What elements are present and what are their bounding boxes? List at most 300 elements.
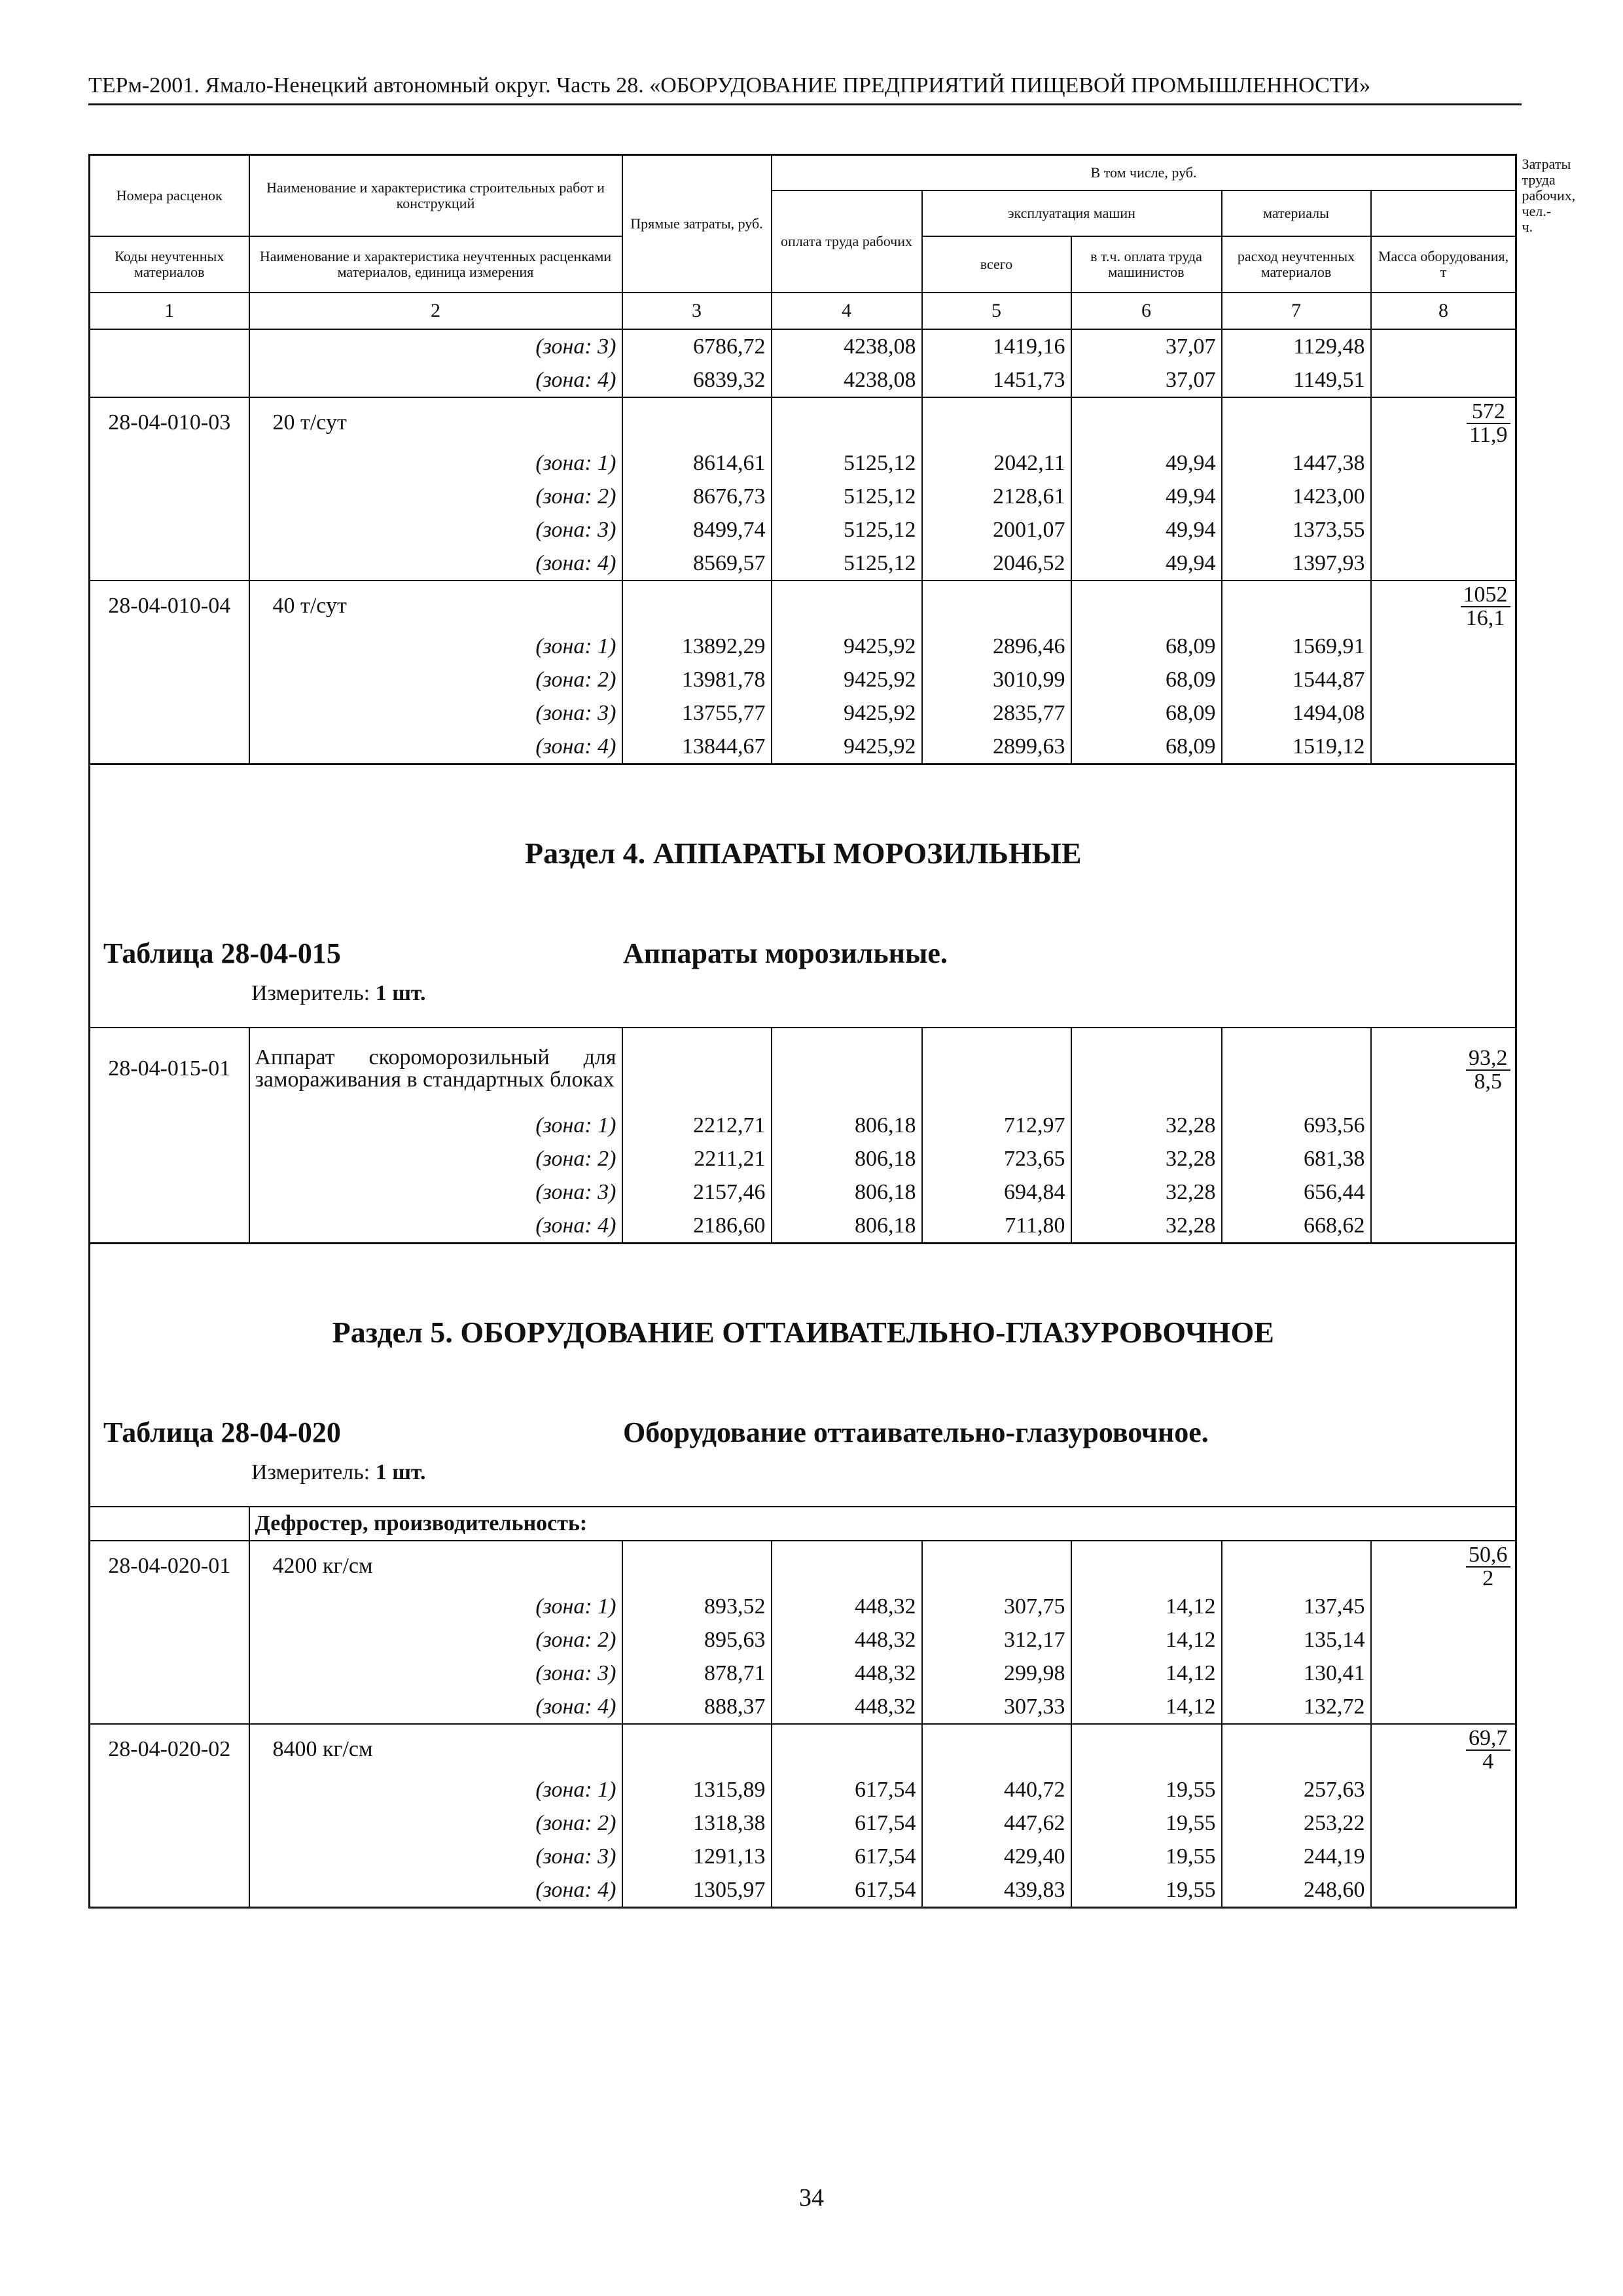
- direct-costs-value: 888,37: [622, 1690, 772, 1724]
- empty-cell: [90, 1507, 249, 1541]
- fraction: [1467, 401, 1510, 446]
- direct-costs-value: 13981,78: [622, 663, 772, 696]
- column-number: 4: [772, 293, 922, 329]
- zone-row: [90, 547, 1516, 581]
- labor-hours-cell: [1371, 1590, 1516, 1623]
- header-rate-number: Номера расценок: [90, 155, 249, 237]
- zone-label: (зона: 4): [249, 1209, 622, 1244]
- zone-row: [90, 730, 1516, 764]
- rate-code-cell: [90, 329, 249, 363]
- empty-cell: [1071, 1541, 1222, 1590]
- labor-hours-cell: [1371, 1175, 1516, 1209]
- item-name: 8400 кг/см: [249, 1724, 622, 1773]
- rate-code-cell: [90, 1773, 249, 1806]
- rate-code: 28-04-020-01: [90, 1541, 249, 1590]
- rate-code: 28-04-010-03: [90, 397, 249, 446]
- rate-code-cell: [90, 730, 249, 764]
- zone-label: (зона: 3): [249, 1175, 622, 1209]
- direct-costs-value: 1318,38: [622, 1806, 772, 1840]
- materials-value: 1373,55: [1222, 513, 1371, 547]
- zone-row: [90, 1109, 1516, 1142]
- empty-cell: [772, 1541, 922, 1590]
- machinists-pay-value: 68,09: [1071, 663, 1222, 696]
- header-machines-total: всего: [922, 236, 1071, 293]
- direct-costs-value: 13755,77: [622, 696, 772, 730]
- column-number: 7: [1222, 293, 1371, 329]
- labor-hours-cell: [1371, 446, 1516, 480]
- rate-code-cell: [90, 663, 249, 696]
- labor-pay-value: 9425,92: [772, 696, 922, 730]
- rate-code-cell: [90, 1142, 249, 1175]
- equipment-mass-value: 8,5: [1474, 1069, 1503, 1094]
- zone-label: (зона: 2): [249, 663, 622, 696]
- zone-row: [90, 630, 1516, 663]
- rate-code-cell: [90, 1690, 249, 1724]
- direct-costs-value: 8569,57: [622, 547, 772, 581]
- rate-code: 28-04-020-02: [90, 1724, 249, 1773]
- labor-pay-value: 4238,08: [772, 329, 922, 363]
- labor-pay-value: 617,54: [772, 1773, 922, 1806]
- price-table: [88, 154, 1576, 1909]
- direct-costs-value: 2211,21: [622, 1142, 772, 1175]
- rate-code-cell: [90, 1657, 249, 1690]
- labor-pay-value: 4238,08: [772, 363, 922, 397]
- section-title: Раздел 4. АППАРАТЫ МОРОЗИЛЬНЫЕ: [525, 836, 1082, 870]
- empty-cell: [622, 397, 772, 446]
- direct-costs-value: 13892,29: [622, 630, 772, 663]
- zone-label: (зона: 1): [249, 630, 622, 663]
- machines-total-value: 312,17: [922, 1623, 1071, 1657]
- item-row: [90, 581, 1516, 630]
- labor-mass-fraction: [1371, 581, 1516, 630]
- rate-code-cell: [90, 363, 249, 397]
- zone-row: [90, 513, 1516, 547]
- header-unaccounted-materials: расход неучтенных материалов: [1222, 236, 1371, 293]
- empty-cell: [772, 1724, 922, 1773]
- machines-total-value: 2128,61: [922, 480, 1071, 513]
- empty-cell: [922, 397, 1071, 446]
- machines-total-value: 711,80: [922, 1209, 1071, 1244]
- machines-total-value: 1451,73: [922, 363, 1071, 397]
- zone-row: [90, 1773, 1516, 1806]
- labor-pay-value: 448,32: [772, 1590, 922, 1623]
- machines-total-value: 2046,52: [922, 547, 1071, 581]
- item-name: 40 т/сут: [249, 581, 622, 630]
- machines-total-value: 1419,16: [922, 329, 1071, 363]
- zone-row: [90, 329, 1516, 363]
- materials-value: 137,45: [1222, 1590, 1371, 1623]
- table-title: Оборудование оттаивательно-глазуровочное.: [623, 1416, 1209, 1448]
- labor-hours-cell: [1371, 1657, 1516, 1690]
- labor-mass-fraction: [1371, 1541, 1516, 1590]
- materials-value: 1494,08: [1222, 696, 1371, 730]
- column-number: 8: [1371, 293, 1516, 329]
- zone-row: [90, 363, 1516, 397]
- machines-total-value: 2042,11: [922, 446, 1071, 480]
- rate-code-cell: [90, 696, 249, 730]
- rate-code-cell: [90, 1590, 249, 1623]
- machines-total-value: 447,62: [922, 1806, 1071, 1840]
- empty-cell: [1222, 1541, 1371, 1590]
- zone-label: (зона: 4): [249, 730, 622, 764]
- labor-pay-value: 5125,12: [772, 480, 922, 513]
- labor-hours-cell: [1371, 1773, 1516, 1806]
- zone-label: (зона: 2): [249, 1806, 622, 1840]
- empty-cell: [1222, 1028, 1371, 1109]
- direct-costs-value: 878,71: [622, 1657, 772, 1690]
- materials-value: 693,56: [1222, 1109, 1371, 1142]
- zone-row: [90, 663, 1516, 696]
- rate-code-cell: [90, 1623, 249, 1657]
- empty-cell: [622, 1541, 772, 1590]
- column-number: 5: [922, 293, 1071, 329]
- labor-hours-cell: [1371, 547, 1516, 581]
- machinists-pay-value: 32,28: [1071, 1175, 1222, 1209]
- machines-total-value: 307,75: [922, 1590, 1071, 1623]
- direct-costs-value: 6839,32: [622, 363, 772, 397]
- zone-label: (зона: 3): [249, 1657, 622, 1690]
- labor-pay-value: 9425,92: [772, 730, 922, 764]
- zone-row: [90, 1873, 1516, 1908]
- labor-hours-value: 93,2: [1466, 1047, 1510, 1071]
- labor-hours-cell: [1371, 730, 1516, 764]
- machinists-pay-value: 19,55: [1071, 1840, 1222, 1873]
- direct-costs-value: 1305,97: [622, 1873, 772, 1908]
- empty-cell: [922, 1541, 1071, 1590]
- item-name-text: Аппарат скороморозильный для замораживания в стандартных блоках: [255, 1045, 616, 1092]
- direct-costs-value: 6786,72: [622, 329, 772, 363]
- unit-value: 1 шт.: [375, 1460, 426, 1484]
- machines-total-value: 712,97: [922, 1109, 1071, 1142]
- rate-code-cell: [90, 1109, 249, 1142]
- section-5: [90, 1244, 1516, 1507]
- machinists-pay-value: 14,12: [1071, 1657, 1222, 1690]
- labor-hours-cell: [1371, 696, 1516, 730]
- labor-pay-value: 9425,92: [772, 630, 922, 663]
- labor-hours-cell: [1371, 363, 1516, 397]
- direct-costs-value: 8676,73: [622, 480, 772, 513]
- header-row-1: Номера расценок Наименование и характеристика строительных работ и конструкций Прямые затраты, руб. В том числе, руб. Затраты труда рабочих, чел.-ч.: [90, 155, 1516, 191]
- machines-total-value: 2899,63: [922, 730, 1071, 764]
- labor-pay-value: 617,54: [772, 1873, 922, 1908]
- zone-label: (зона: 2): [249, 480, 622, 513]
- labor-hours-cell: [1371, 329, 1516, 363]
- materials-value: 244,19: [1222, 1840, 1371, 1873]
- equipment-mass-value: 2: [1482, 1566, 1494, 1590]
- labor-mass-fraction: [1371, 397, 1516, 446]
- zone-label: (зона: 3): [249, 1840, 622, 1873]
- machines-total-value: 2896,46: [922, 630, 1071, 663]
- table-title: Аппараты морозильные.: [623, 937, 948, 969]
- column-number: 1: [90, 293, 249, 329]
- machines-total-value: 723,65: [922, 1142, 1071, 1175]
- zone-row: [90, 1209, 1516, 1244]
- labor-hours-value: 69,7: [1466, 1727, 1510, 1751]
- fraction: [1466, 1544, 1510, 1590]
- header-direct-costs: Прямые затраты, руб.: [622, 155, 772, 293]
- item-row: [90, 1028, 1516, 1109]
- labor-hours-value: 50,6: [1466, 1544, 1510, 1568]
- empty-cell: [622, 1724, 772, 1773]
- zone-label: (зона: 1): [249, 1590, 622, 1623]
- column-number: 2: [249, 293, 622, 329]
- section-title: Раздел 5. ОБОРУДОВАНИЕ ОТТАИВАТЕЛЬНО-ГЛАЗУРОВОЧНОЕ: [332, 1316, 1274, 1349]
- header-materials: материалы: [1222, 190, 1371, 236]
- labor-mass-fraction: [1371, 1724, 1516, 1773]
- direct-costs-value: 8499,74: [622, 513, 772, 547]
- rate-code-cell: [90, 1806, 249, 1840]
- labor-pay-value: 9425,92: [772, 663, 922, 696]
- labor-pay-value: 617,54: [772, 1840, 922, 1873]
- rate-code-cell: [90, 480, 249, 513]
- labor-pay-value: 806,18: [772, 1142, 922, 1175]
- machinists-pay-value: 19,55: [1071, 1873, 1222, 1908]
- labor-pay-value: 448,32: [772, 1623, 922, 1657]
- header-material-names: Наименование и характеристика неучтенных расценками материалов, единица измерения: [249, 236, 622, 293]
- unit-value: 1 шт.: [375, 981, 426, 1005]
- equipment-mass-value: 11,9: [1469, 423, 1508, 447]
- item-row: [90, 397, 1516, 446]
- zone-label: (зона: 3): [249, 329, 622, 363]
- materials-value: 1447,38: [1222, 446, 1371, 480]
- section-4: [90, 764, 1516, 1028]
- direct-costs-value: 2186,60: [622, 1209, 772, 1244]
- zone-label: (зона: 2): [249, 1142, 622, 1175]
- direct-costs-value: 2212,71: [622, 1109, 772, 1142]
- page-number: 34: [799, 2184, 824, 2212]
- zone-label: (зона: 4): [249, 1873, 622, 1908]
- materials-value: 248,60: [1222, 1873, 1371, 1908]
- empty-cell: [922, 1028, 1071, 1109]
- labor-pay-value: 5125,12: [772, 513, 922, 547]
- section-block: [90, 1244, 1516, 1506]
- machines-total-value: 429,40: [922, 1840, 1071, 1873]
- machinists-pay-value: 68,09: [1071, 696, 1222, 730]
- materials-value: 253,22: [1222, 1806, 1371, 1840]
- machinists-pay-value: 14,12: [1071, 1690, 1222, 1724]
- direct-costs-value: 1291,13: [622, 1840, 772, 1873]
- unit-label: Измеритель:: [251, 1460, 370, 1484]
- section-cell: [90, 764, 1516, 1028]
- header-machines: эксплуатация машин: [922, 190, 1222, 236]
- column-number: 3: [622, 293, 772, 329]
- empty-cell: [1071, 397, 1222, 446]
- machinists-pay-value: 49,94: [1071, 480, 1222, 513]
- running-header: ТЕРм-2001. Ямало-Ненецкий автономный округ. Часть 28. «ОБОРУДОВАНИЕ ПРЕДПРИЯТИЙ ПИЩЕВОЙ ПРОМЫШЛЕННОСТИ»: [88, 73, 1522, 105]
- labor-pay-value: 806,18: [772, 1209, 922, 1244]
- rate-code-cell: [90, 513, 249, 547]
- machinists-pay-value: 49,94: [1071, 513, 1222, 547]
- machinists-pay-value: 68,09: [1071, 630, 1222, 663]
- materials-value: 1129,48: [1222, 329, 1371, 363]
- zone-label: (зона: 1): [249, 1773, 622, 1806]
- empty-cell: [1222, 1724, 1371, 1773]
- direct-costs-value: 13844,67: [622, 730, 772, 764]
- header-labor-pay: оплата труда рабочих: [772, 190, 922, 293]
- zone-row: [90, 1142, 1516, 1175]
- labor-hours-cell: [1371, 513, 1516, 547]
- zone-row: [90, 1806, 1516, 1840]
- table-code: Таблица 28-04-020: [103, 1416, 341, 1448]
- zone-label: (зона: 4): [249, 1690, 622, 1724]
- machines-total-value: 3010,99: [922, 663, 1071, 696]
- machines-total-value: 299,98: [922, 1657, 1071, 1690]
- materials-value: 1569,91: [1222, 630, 1371, 663]
- empty-cell: [1222, 581, 1371, 630]
- materials-value: 135,14: [1222, 1623, 1371, 1657]
- fraction: [1461, 584, 1510, 630]
- machinists-pay-value: 14,12: [1071, 1623, 1222, 1657]
- materials-value: 656,44: [1222, 1175, 1371, 1209]
- item-name: 20 т/сут: [249, 397, 622, 446]
- machinists-pay-value: 49,94: [1071, 446, 1222, 480]
- rate-code-cell: [90, 630, 249, 663]
- zone-row: [90, 696, 1516, 730]
- header-including: В том числе, руб.: [772, 155, 1516, 191]
- zone-row: [90, 1623, 1516, 1657]
- section-block: [90, 765, 1516, 1027]
- unit-label: Измеритель:: [251, 981, 370, 1005]
- empty-cell: [772, 397, 922, 446]
- labor-pay-value: 806,18: [772, 1175, 922, 1209]
- subheading-row: [90, 1507, 1516, 1541]
- header-machinists-pay: в т.ч. оплата труда машинистов: [1071, 236, 1222, 293]
- unit-line: [251, 1460, 426, 1485]
- zone-row: [90, 480, 1516, 513]
- machines-total-value: 440,72: [922, 1773, 1071, 1806]
- labor-pay-value: 448,32: [772, 1657, 922, 1690]
- rate-code-cell: [90, 1873, 249, 1908]
- header-material-codes: Коды неучтенных материалов: [90, 236, 249, 293]
- rate-code: 28-04-010-04: [90, 581, 249, 630]
- materials-value: 1149,51: [1222, 363, 1371, 397]
- machinists-pay-value: 32,28: [1071, 1109, 1222, 1142]
- equipment-mass-value: 4: [1482, 1749, 1494, 1774]
- zone-label: (зона: 2): [249, 1623, 622, 1657]
- empty-cell: [1222, 397, 1371, 446]
- labor-pay-value: 5125,12: [772, 446, 922, 480]
- materials-value: 668,62: [1222, 1209, 1371, 1244]
- machines-total-value: 439,83: [922, 1873, 1071, 1908]
- zone-row: [90, 1175, 1516, 1209]
- machinists-pay-value: 14,12: [1071, 1590, 1222, 1623]
- fraction: [1466, 1727, 1510, 1773]
- materials-value: 1423,00: [1222, 480, 1371, 513]
- column-number: 6: [1071, 293, 1222, 329]
- rate-code-cell: [90, 1209, 249, 1244]
- labor-hours-value: 1052: [1461, 584, 1510, 607]
- materials-value: 1519,12: [1222, 730, 1371, 764]
- machines-total-value: 2835,77: [922, 696, 1071, 730]
- zone-label: (зона: 3): [249, 513, 622, 547]
- item-name: 4200 кг/см: [249, 1541, 622, 1590]
- header-equipment-mass: Масса оборудования, т: [1371, 236, 1516, 293]
- materials-value: 1544,87: [1222, 663, 1371, 696]
- empty-cell: [922, 581, 1071, 630]
- labor-pay-value: 806,18: [772, 1109, 922, 1142]
- direct-costs-value: 893,52: [622, 1590, 772, 1623]
- zone-row: [90, 446, 1516, 480]
- machines-total-value: 307,33: [922, 1690, 1071, 1724]
- machinists-pay-value: 68,09: [1071, 730, 1222, 764]
- labor-hours-cell: [1371, 630, 1516, 663]
- fraction: [1466, 1047, 1510, 1093]
- header-work-name: Наименование и характеристика строительных работ и конструкций: [249, 155, 622, 237]
- empty-cell: [1071, 1028, 1222, 1109]
- machinists-pay-value: 37,07: [1071, 329, 1222, 363]
- rate-code-cell: [90, 1840, 249, 1873]
- zone-label: (зона: 1): [249, 1109, 622, 1142]
- machinists-pay-value: 37,07: [1071, 363, 1222, 397]
- equipment-mass-value: 16,1: [1465, 606, 1505, 630]
- labor-hours-cell: [1371, 1840, 1516, 1873]
- rate-code-cell: [90, 446, 249, 480]
- empty-cell: [1071, 581, 1222, 630]
- direct-costs-value: 2157,46: [622, 1175, 772, 1209]
- empty-cell: [622, 1028, 772, 1109]
- rate-code-cell: [90, 1175, 249, 1209]
- labor-pay-value: 617,54: [772, 1806, 922, 1840]
- labor-hours-cell: [1371, 1806, 1516, 1840]
- direct-costs-value: 8614,61: [622, 446, 772, 480]
- zone-label: (зона: 4): [249, 547, 622, 581]
- column-number-row: [90, 293, 1516, 329]
- machinists-pay-value: 49,94: [1071, 547, 1222, 581]
- machinists-pay-value: 32,28: [1071, 1209, 1222, 1244]
- labor-hours-value: 572: [1467, 401, 1510, 424]
- labor-pay-value: 448,32: [772, 1690, 922, 1724]
- direct-costs-value: 1315,89: [622, 1773, 772, 1806]
- empty-cell: [772, 581, 922, 630]
- item-row: [90, 1724, 1516, 1773]
- labor-hours-cell: [1371, 1142, 1516, 1175]
- machines-total-value: 694,84: [922, 1175, 1071, 1209]
- labor-hours-cell: [1371, 1623, 1516, 1657]
- zone-row: [90, 1657, 1516, 1690]
- labor-hours-cell: [1371, 480, 1516, 513]
- labor-hours-cell: [1371, 663, 1516, 696]
- zone-label: (зона: 1): [249, 446, 622, 480]
- materials-value: 1397,93: [1222, 547, 1371, 581]
- subheading: Дефростер, производительность:: [249, 1507, 1516, 1541]
- zone-row: [90, 1690, 1516, 1724]
- labor-pay-value: 5125,12: [772, 547, 922, 581]
- empty-cell: [1071, 1724, 1222, 1773]
- rate-code-cell: [90, 547, 249, 581]
- empty-cell: [622, 581, 772, 630]
- empty-cell: [772, 1028, 922, 1109]
- machinists-pay-value: 19,55: [1071, 1806, 1222, 1840]
- item-row: [90, 1541, 1516, 1590]
- materials-value: 130,41: [1222, 1657, 1371, 1690]
- materials-value: 257,63: [1222, 1773, 1371, 1806]
- materials-value: 681,38: [1222, 1142, 1371, 1175]
- zone-label: (зона: 3): [249, 696, 622, 730]
- machinists-pay-value: 32,28: [1071, 1142, 1222, 1175]
- materials-value: 132,72: [1222, 1690, 1371, 1724]
- direct-costs-value: 895,63: [622, 1623, 772, 1657]
- unit-line: [251, 981, 426, 1006]
- labor-hours-cell: [1371, 1690, 1516, 1724]
- machines-total-value: 2001,07: [922, 513, 1071, 547]
- section-cell: [90, 1244, 1516, 1507]
- rate-code: 28-04-015-01: [90, 1028, 249, 1109]
- item-name: [249, 1028, 622, 1109]
- machinists-pay-value: 19,55: [1071, 1773, 1222, 1806]
- table-code: Таблица 28-04-015: [103, 937, 341, 969]
- labor-hours-cell: [1371, 1873, 1516, 1908]
- zone-label: (зона: 4): [249, 363, 622, 397]
